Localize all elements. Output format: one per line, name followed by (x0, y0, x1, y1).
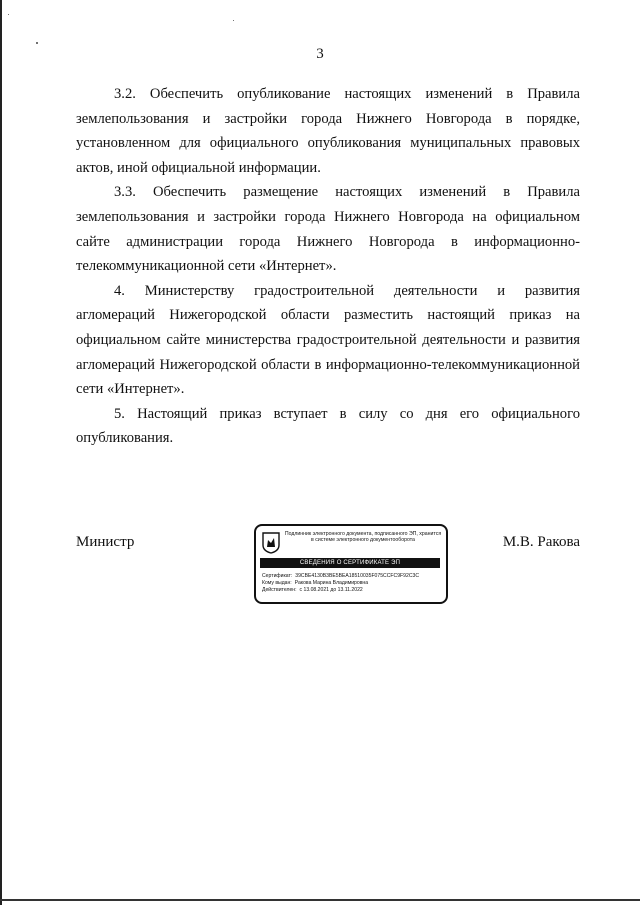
certificate-label: Сертификат: (262, 573, 293, 579)
coat-of-arms-icon (262, 532, 280, 554)
issued-to-value: Ракова Марина Владимировна (294, 580, 369, 586)
scan-speck (233, 20, 234, 21)
stamp-header: Подлинник электронного документа, подписанного ЭП, хранится в системе электронного документооборота (284, 531, 442, 544)
scan-left-edge (0, 0, 2, 905)
issued-to-label: Кому выдан: (262, 580, 292, 586)
validity-value: с 13.08.2021 до 13.11.2022 (299, 587, 363, 593)
stamp-certificate-line (262, 573, 442, 580)
scan-speck (36, 42, 38, 44)
signer-position: Министр (76, 534, 135, 550)
stamp-band: СВЕДЕНИЯ О СЕРТИФИКАТЕ ЭП (260, 558, 440, 568)
paragraph-5: 5. Настоящий приказ вступает в силу со дня его официального опубликования. (76, 405, 580, 447)
validity-label: Действителен: (262, 587, 297, 593)
signer-name: М.В. Ракова (502, 534, 580, 550)
paragraph-3-2: 3.2. Обеспечить опубликование настоящих изменений в Правила землепользования и застройки города Нижнего Новгорода в порядке, установленном для официального опубликования муниципальных правовых актов, иной официальной информации. (76, 86, 580, 176)
certificate-value: 39CBE4130B3BE5BEA18510035F075CCFC9F92C3C (295, 573, 420, 579)
stamp-details (262, 573, 442, 594)
page-number: 3 (316, 46, 324, 62)
signature-block (76, 524, 580, 608)
scan-bottom-edge (0, 899, 640, 901)
paragraph-4: 4. Министерству градостроительной деятельности и развития агломераций Нижегородской области разместить настоящий приказ на официальном сайте министерства градостроительной деятельности и развития агломераций Нижегородской области в информационно-телекоммуникационной сети «Интернет». (76, 282, 580, 398)
paragraph-3-3: 3.3. Обеспечить размещение настоящих изменений в Правила землепользования и застройки города Нижнего Новгорода на официальном сайте администрации города Нижнего Новгорода в информационно-телекоммуникационной сети «Интернет». (76, 184, 580, 275)
scan-speck (8, 14, 9, 15)
stamp-issued-to-line (262, 580, 442, 587)
stamp-validity-line (262, 587, 442, 594)
electronic-signature-stamp (254, 524, 448, 604)
document-body (76, 82, 580, 451)
